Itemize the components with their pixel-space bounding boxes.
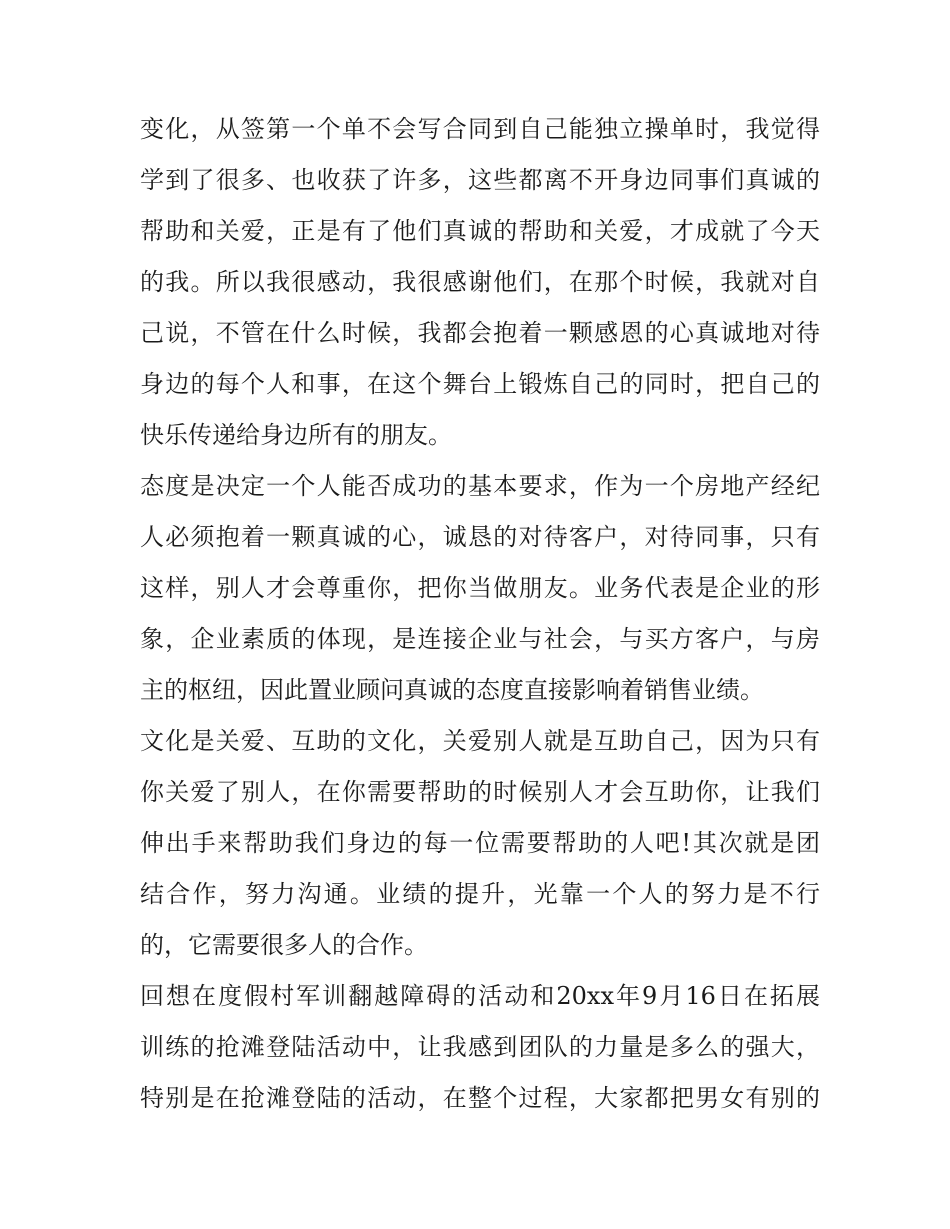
text-line: 己说，不管在什么时候，我都会抱着一颗感恩的心真诚地对待 [140,319,820,347]
text-line: 你关爱了别人，在你需要帮助的时候别人才会互助你，让我们 [140,778,820,806]
text-line: 变化，从签第一个单不会写合同到自己能独立操单时，我觉得 [140,115,820,143]
text-line: 训练的抢滩登陆活动中，让我感到团队的力量是多么的强大， [140,1033,820,1061]
text-line: 特别是在抢滩登陆的活动，在整个过程，大家都把男女有别的 [140,1084,820,1112]
text-line: 帮助和关爱，正是有了他们真诚的帮助和关爱，才成就了今天 [140,217,820,245]
body-text [140,104,820,1124]
text-line: 主的枢纽，因此置业顾问真诚的态度直接影响着销售业绩。 [140,676,764,704]
text-line: 态度是决定一个人能否成功的基本要求，作为一个房地产经纪 [140,472,820,500]
text-line: 伸出手来帮助我们身边的每一位需要帮助的人吧!其次就是团 [140,829,820,857]
text-line: 快乐传递给身边所有的朋友。 [140,421,452,449]
text-line: 学到了很多、也收获了许多，这些都离不开身边同事们真诚的 [140,166,820,194]
text-line: 结合作，努力沟通。业绩的提升，光靠一个人的努力是不行 [140,880,820,908]
text-line: 回想在度假村军训翻越障碍的活动和20xx年9月16日在拓展 [140,982,820,1010]
text-line: 文化是关爱、互助的文化，关爱别人就是互助自己，因为只有 [140,727,820,755]
text-line: 象，企业素质的体现，是连接企业与社会，与买方客户，与房 [140,625,820,653]
text-line: 身边的每个人和事，在这个舞台上锻炼自己的同时，把自己的 [140,370,820,398]
text-line: 的我。所以我很感动，我很感谢他们，在那个时候，我就对自 [140,268,820,296]
text-line: 的，它需要很多人的合作。 [140,931,428,959]
text-line: 人必须抱着一颗真诚的心，诚恳的对待客户，对待同事，只有 [140,523,820,551]
text-line: 这样，别人才会尊重你，把你当做朋友。业务代表是企业的形 [140,574,820,602]
